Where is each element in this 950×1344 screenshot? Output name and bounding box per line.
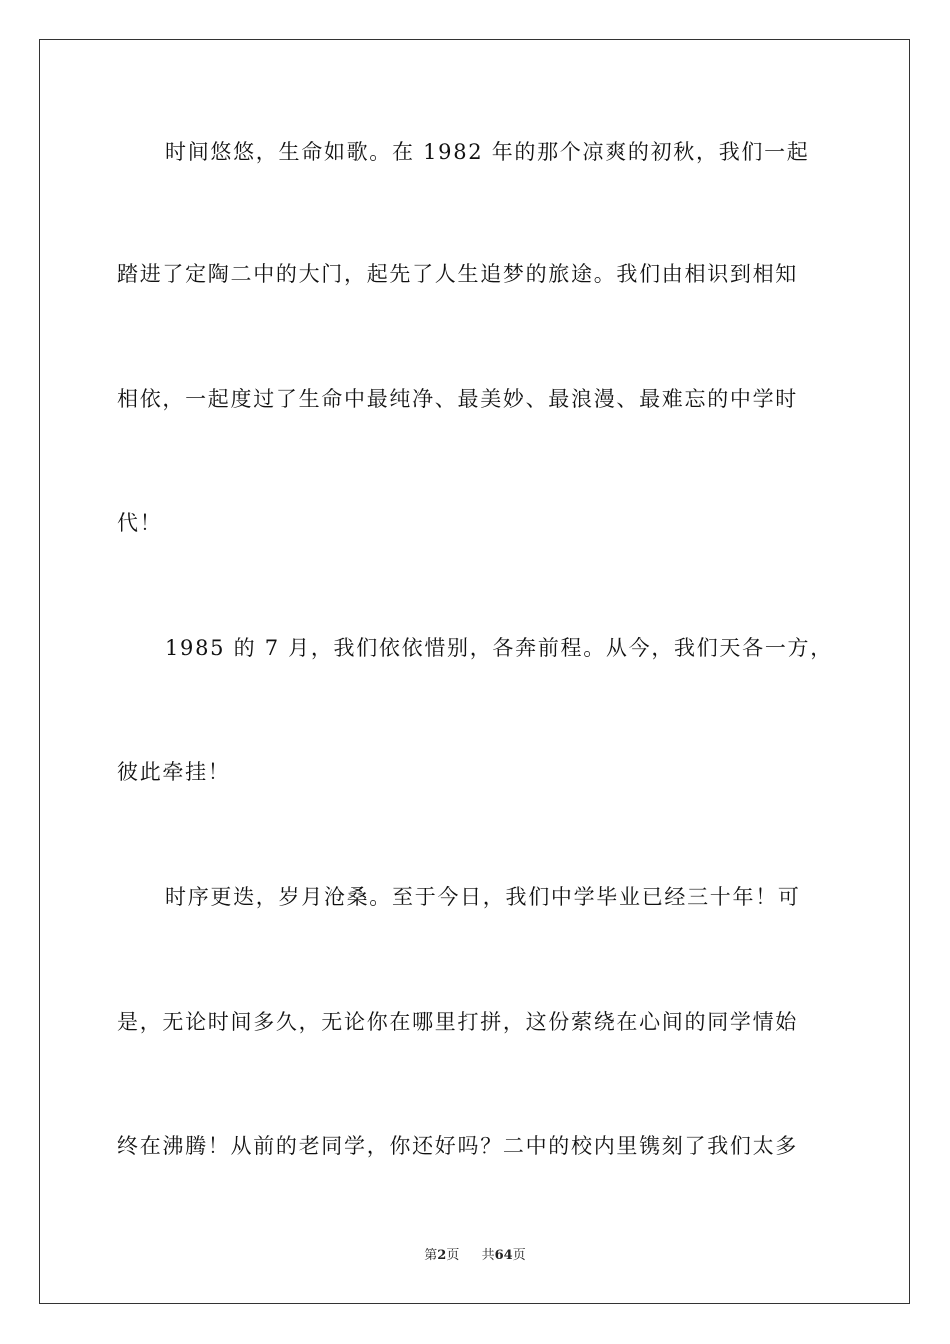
page-suffix: 页 [446,1248,460,1263]
paragraph-2-line-2: 彼此牵挂！ [117,760,231,784]
total-pages: 64 [494,1248,513,1263]
paragraph-3-line-1: 时序更迭，岁月沧桑。至于今日，我们中学毕业已经三十年！可 [165,885,801,909]
total-prefix: 共 [481,1248,495,1263]
paragraph-3-line-2: 是，无论时间多久，无论你在哪里打拼，这份萦绕在心间的同学情始 [117,1010,798,1034]
page-prefix: 第 [424,1248,438,1263]
page-footer [0,1247,950,1265]
paragraph-1-line-3: 相依，一起度过了生命中最纯净、最美妙、最浪漫、最难忘的中学时 [117,387,798,411]
paragraph-1-line-1: 时间悠悠，生命如歌。在 1982 年的那个凉爽的初秋，我们一起 [165,140,810,164]
paragraph-1-line-2: 踏进了定陶二中的大门，起先了人生追梦的旅途。我们由相识到相知 [117,262,798,286]
total-suffix: 页 [512,1248,526,1263]
paragraph-1-line-4: 代！ [117,511,163,535]
paragraph-2-line-1: 1985 的 7 月，我们依依惜别，各奔前程。从今，我们天各一方， [165,636,833,660]
page-border [39,39,910,1304]
page-number: 2 [437,1248,447,1263]
paragraph-3-line-3: 终在沸腾！从前的老同学，你还好吗？二中的校内里镌刻了我们太多 [117,1134,798,1158]
